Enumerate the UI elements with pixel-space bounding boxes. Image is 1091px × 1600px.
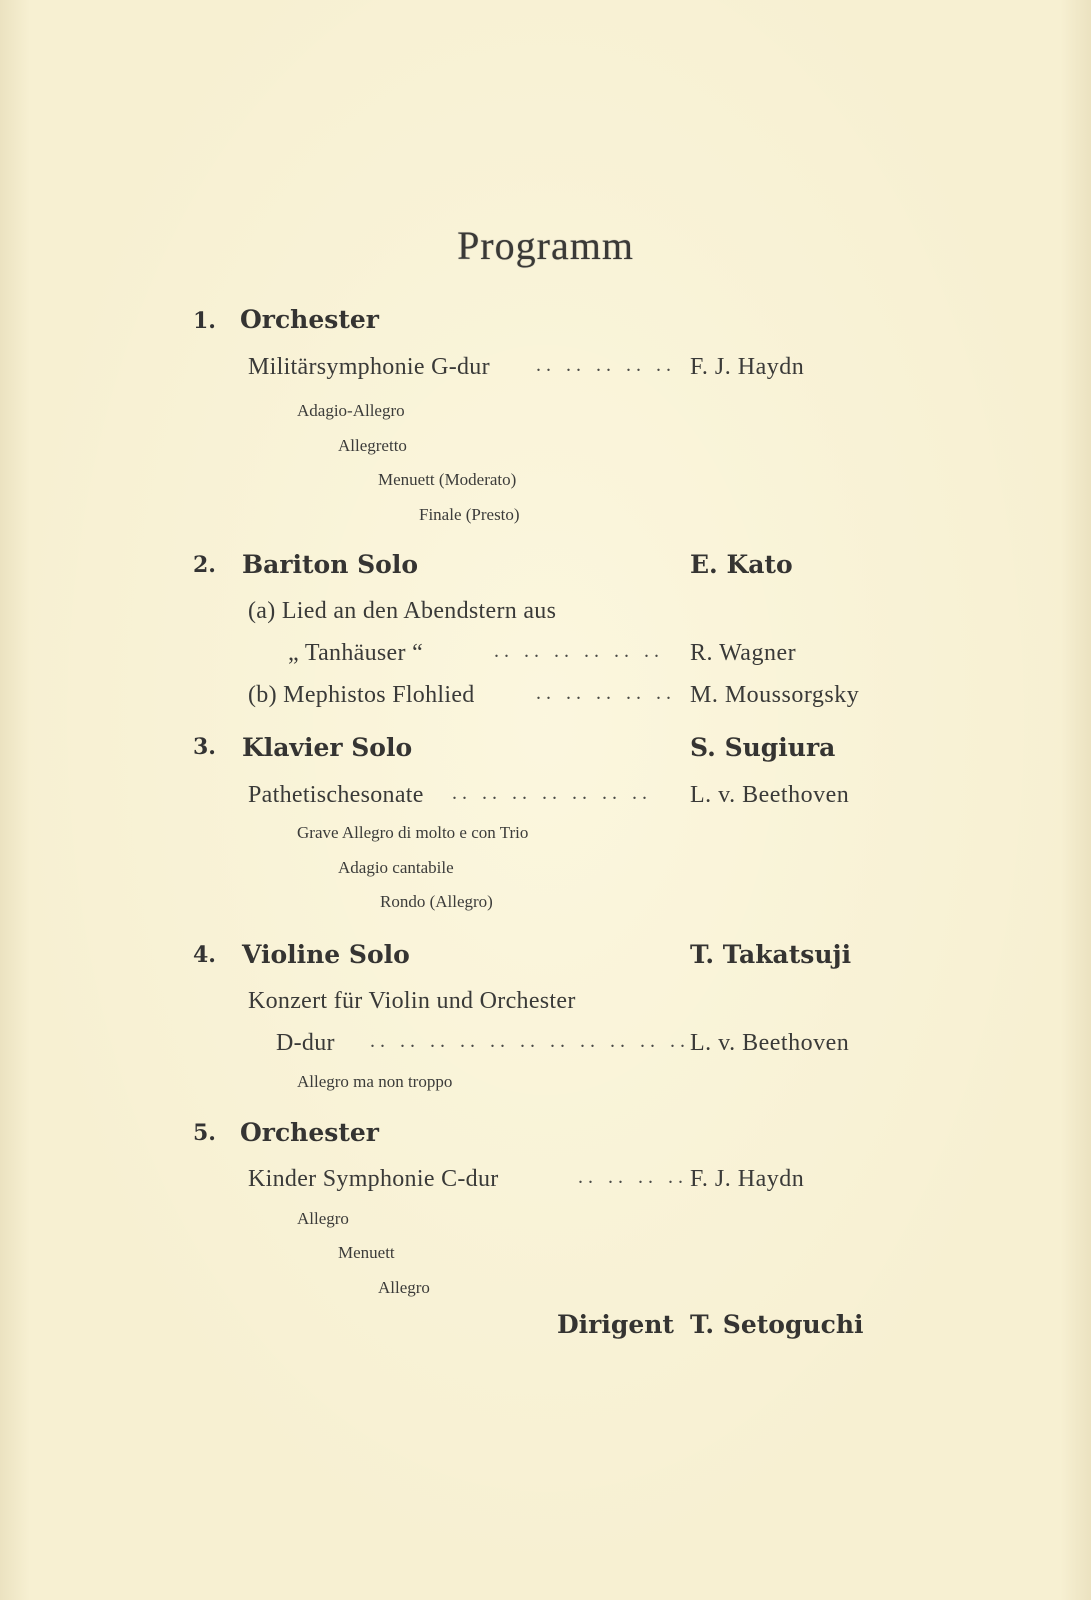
item-heading: Violine Solo [242,940,410,969]
work-title: (a) Lied an den Abendstern aus [248,598,557,624]
item-number: 4. [193,942,216,968]
work-title: Pathetischesonate [248,782,424,808]
leader-dots: .. .. .. .. .. [536,354,676,376]
item-heading: Klavier Solo [242,733,413,762]
leader-dots: .. .. .. .. .. .. [494,640,664,662]
leader-dots: .. .. .. .. .. .. .. .. .. .. .. [370,1030,690,1052]
movement: Adagio-Allegro [297,401,405,420]
item-heading: Bariton Solo [242,550,419,579]
item-heading: Orchester [240,305,379,334]
movement: Menuett [338,1243,395,1262]
leader-dots: .. .. .. .. .. [536,682,676,704]
composer: F. J. Haydn [690,354,805,380]
performer: T. Takatsuji [690,940,852,969]
item-number: 5. [193,1120,216,1146]
composer: L. v. Beethoven [690,782,850,808]
leader-dots: .. .. .. .. .. .. .. [452,782,652,804]
item-number: 1. [193,308,216,334]
movement: Allegro [378,1278,430,1297]
movement: Finale (Presto) [419,505,520,524]
work-title: (b) Mephistos Flohlied [248,682,475,708]
work-title: Konzert für Violin und Orchester [248,988,576,1014]
work-title: „ Tanhäuser “ [288,640,424,666]
movement: Allegro ma non troppo [297,1072,453,1091]
item-heading: Orchester [240,1118,379,1147]
work-title: Kinder Symphonie C-dur [248,1166,499,1192]
movement: Grave Allegro di molto e con Trio [297,823,529,842]
performer: E. Kato [690,550,793,579]
conductor-label: Dirigent [557,1310,674,1339]
composer: L. v. Beethoven [690,1030,850,1056]
performer: S. Sugiura [690,733,836,762]
composer: F. J. Haydn [690,1166,805,1192]
composer: M. Moussorgsky [690,682,860,708]
page-title: Programm [457,223,634,268]
movement: Allegro [297,1209,349,1228]
movement: Allegretto [338,436,407,455]
movement: Rondo (Allegro) [380,892,493,911]
conductor-name: T. Setoguchi [690,1310,864,1339]
composer: R. Wagner [690,640,797,666]
item-number: 3. [193,734,216,760]
work-title: Militärsymphonie G-dur [248,354,490,380]
movement: Menuett (Moderato) [378,470,517,489]
work-title: D-dur [276,1030,335,1056]
movement: Adagio cantabile [338,858,454,877]
item-number: 2. [193,552,216,578]
leader-dots: .. .. .. .. [578,1166,688,1188]
